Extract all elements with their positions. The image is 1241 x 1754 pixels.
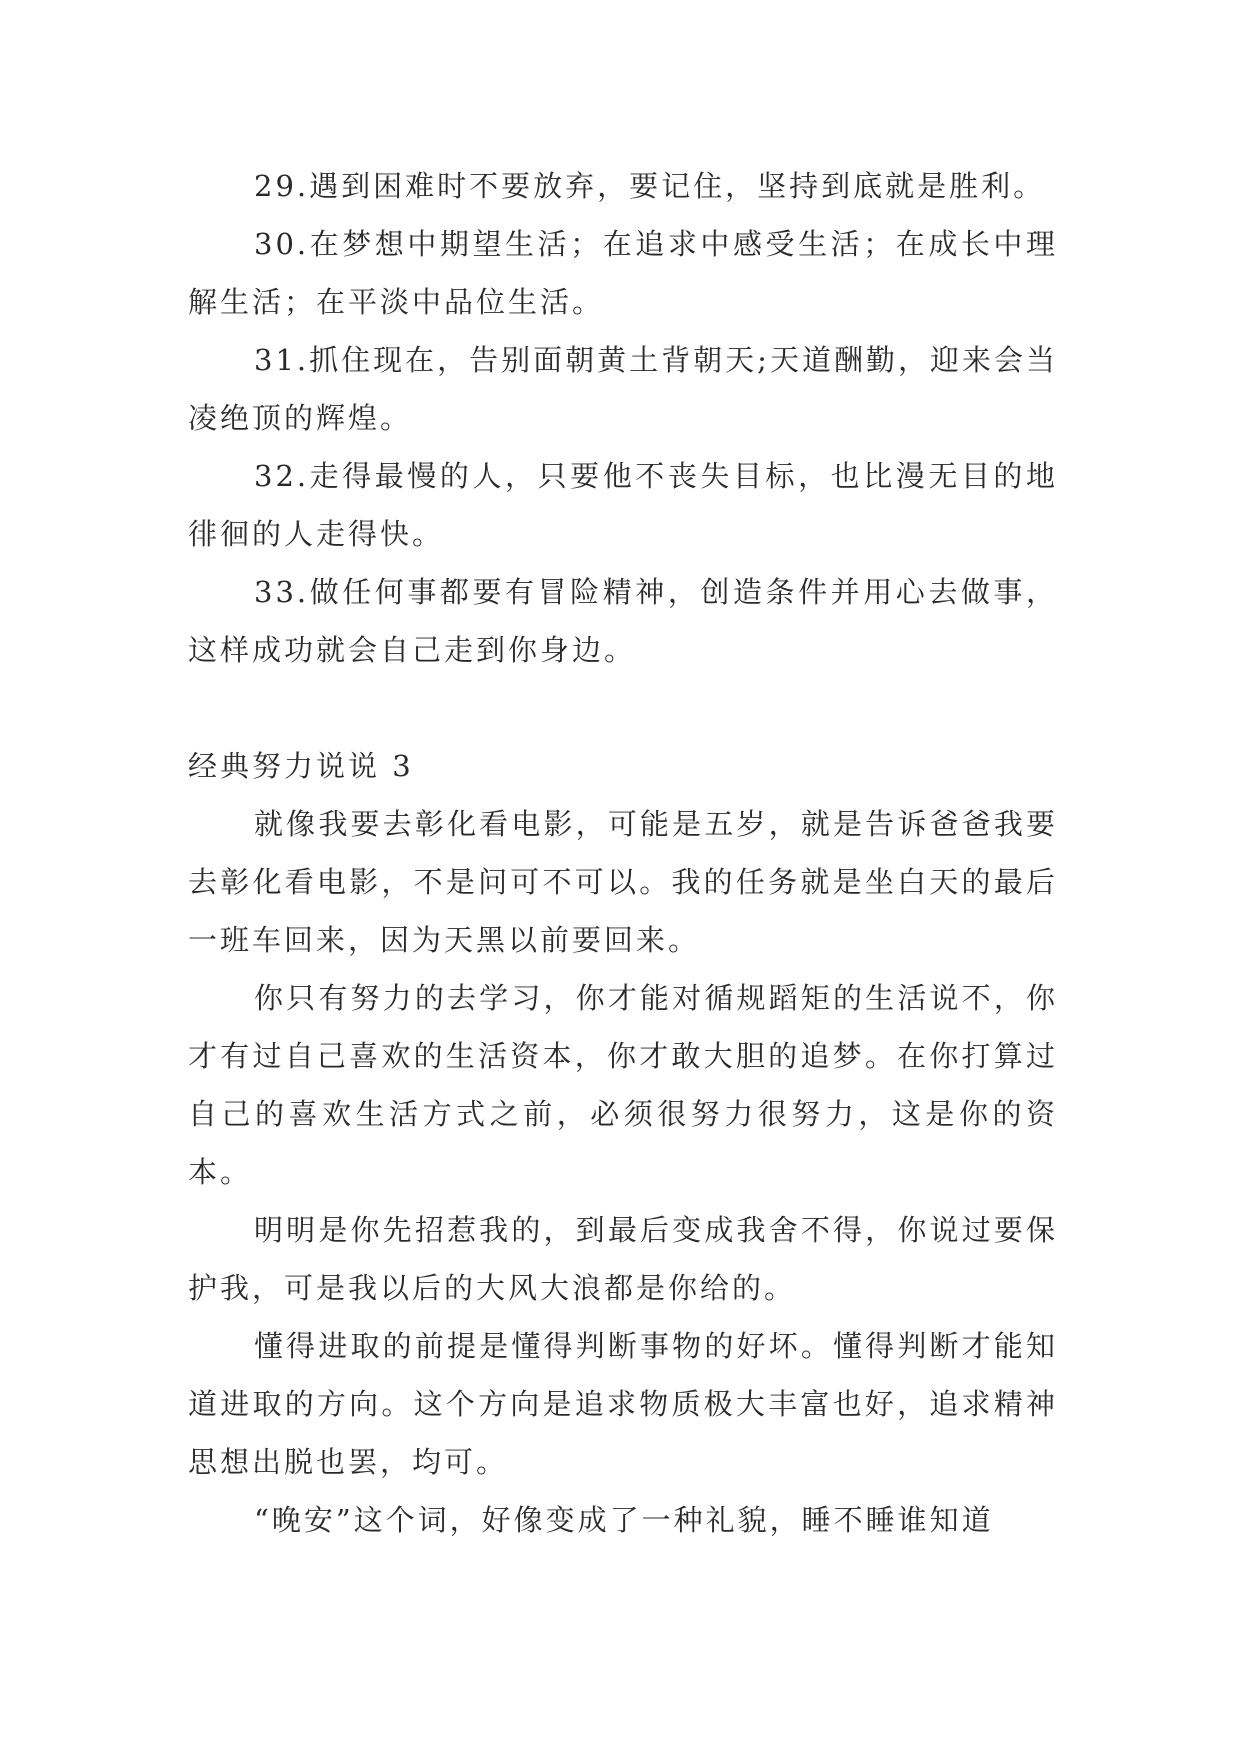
body-paragraph: 懂得进取的前提是懂得判断事物的好坏。懂得判断才能知道进取的方向。这个方向是追求物质极大丰富也好，追求精神思想出脱也罢，均可。 bbox=[188, 1329, 1058, 1479]
list-item: 31.抓住现在，告别面朝黄土背朝天;天道酬勤，迎来会当凌绝顶的辉煌。 bbox=[188, 343, 1058, 435]
list-item: 33.做任何事都要有冒险精神，创造条件并用心去做事，这样成功就会自己走到你身边。 bbox=[188, 575, 1058, 667]
list-item: 30.在梦想中期望生活；在追求中感受生活；在成长中理解生活；在平淡中品位生活。 bbox=[188, 227, 1058, 319]
section-spacer bbox=[188, 679, 1058, 737]
list-item: 29.遇到困难时不要放弃，要记住，坚持到底就是胜利。 bbox=[254, 169, 1046, 203]
body-paragraph: “晚安”这个词，好像变成了一种礼貌，睡不睡谁知道 bbox=[254, 1503, 994, 1537]
body-paragraph: 明明是你先招惹我的，到最后变成我舍不得，你说过要保护我，可是我以后的大风大浪都是你给的。 bbox=[188, 1213, 1058, 1305]
document-page bbox=[188, 157, 1058, 1549]
body-paragraph: 你只有努力的去学习，你才能对循规蹈矩的生活说不，你才有过自己喜欢的生活资本，你才敢大胆的追梦。在你打算过自己的喜欢生活方式之前，必须很努力很努力，这是你的资本。 bbox=[188, 981, 1058, 1189]
list-item: 32.走得最慢的人，只要他不丧失目标，也比漫无目的地徘徊的人走得快。 bbox=[188, 459, 1058, 551]
body-paragraph: 就像我要去彰化看电影，可能是五岁，就是告诉爸爸我要去彰化看电影，不是问可不可以。我的任务就是坐白天的最后一班车回来，因为天黑以前要回来。 bbox=[188, 807, 1058, 957]
section-heading: 经典努力说说 3 bbox=[188, 749, 414, 783]
